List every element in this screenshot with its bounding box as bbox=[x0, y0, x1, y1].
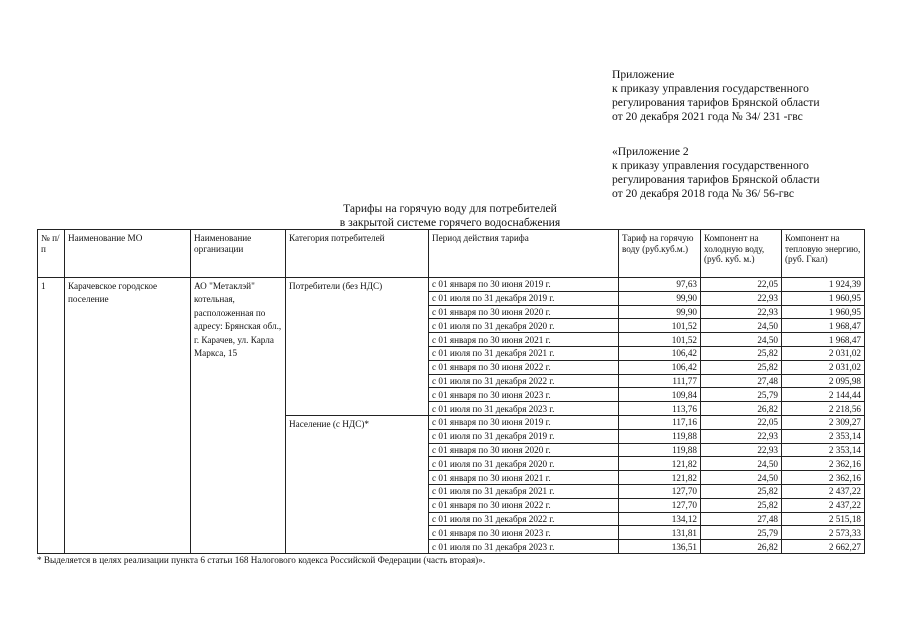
tariff-period: с 01 июля по 31 декабря 2021 г. bbox=[429, 484, 619, 498]
cold-water-component: 22,05 bbox=[701, 278, 782, 292]
heat-energy-component: 2 031,02 bbox=[782, 346, 865, 360]
tariff-period: с 01 июля по 31 декабря 2021 г. bbox=[429, 346, 619, 360]
heat-energy-component: 2 353,14 bbox=[782, 429, 865, 443]
cold-water-component: 25,82 bbox=[701, 498, 782, 512]
consumer-category: Потребители (без НДС) bbox=[286, 278, 429, 416]
document-title: Тарифы на горячую воду для потребителей bbox=[343, 202, 557, 215]
tariff-value: 109,84 bbox=[619, 388, 701, 402]
heat-energy-component: 1 960,95 bbox=[782, 291, 865, 305]
annex2-note-line: от 20 декабря 2018 года № 36/ 56-гвс bbox=[612, 187, 795, 200]
cold-water-component: 22,93 bbox=[701, 291, 782, 305]
heat-energy-component: 1 960,95 bbox=[782, 305, 865, 319]
tariff-value: 113,76 bbox=[619, 402, 701, 416]
header-organization: Наименование организации bbox=[191, 230, 286, 278]
header-number: № п/п bbox=[38, 230, 65, 278]
tariff-value: 127,70 bbox=[619, 498, 701, 512]
tariff-period: с 01 января по 30 июня 2020 г. bbox=[429, 443, 619, 457]
tariff-value: 106,42 bbox=[619, 346, 701, 360]
cold-water-component: 25,79 bbox=[701, 388, 782, 402]
cold-water-component: 25,79 bbox=[701, 526, 782, 540]
consumer-category: Население (с НДС)* bbox=[286, 415, 429, 553]
tariff-value: 106,42 bbox=[619, 360, 701, 374]
header-period: Период действия тарифа bbox=[429, 230, 619, 278]
tariff-value: 131,81 bbox=[619, 526, 701, 540]
tariff-period: с 01 июля по 31 декабря 2022 г. bbox=[429, 512, 619, 526]
annex2-note-line: «Приложение 2 bbox=[612, 145, 689, 158]
header-cold-water: Компонент на холодную воду, (руб. куб. м.) bbox=[701, 230, 782, 278]
cold-water-component: 22,93 bbox=[701, 443, 782, 457]
cold-water-component: 24,50 bbox=[701, 457, 782, 471]
heat-energy-component: 2 662,27 bbox=[782, 540, 865, 554]
tariff-period: с 01 июля по 31 декабря 2020 г. bbox=[429, 319, 619, 333]
cold-water-component: 24,50 bbox=[701, 471, 782, 485]
tariff-period: с 01 января по 30 июня 2023 г. bbox=[429, 388, 619, 402]
tariff-value: 134,12 bbox=[619, 512, 701, 526]
heat-energy-component: 2 144,44 bbox=[782, 388, 865, 402]
cold-water-component: 22,93 bbox=[701, 305, 782, 319]
heat-energy-component: 2 515,18 bbox=[782, 512, 865, 526]
annex-note-line: от 20 декабря 2021 года № 34/ 231 -гвс bbox=[612, 110, 803, 123]
heat-energy-component: 2 362,16 bbox=[782, 471, 865, 485]
annex-note-line: регулирования тарифов Брянской области bbox=[612, 96, 820, 109]
heat-energy-component: 2 353,14 bbox=[782, 443, 865, 457]
header-category: Категория потребителей bbox=[286, 230, 429, 278]
entry-municipality: Карачевское городское поселение bbox=[65, 278, 191, 554]
header-municipality: Наименование МО bbox=[65, 230, 191, 278]
table-header-row bbox=[38, 230, 865, 278]
tariff-period: с 01 июля по 31 декабря 2023 г. bbox=[429, 402, 619, 416]
tariff-value: 99,90 bbox=[619, 291, 701, 305]
cold-water-component: 27,48 bbox=[701, 512, 782, 526]
cold-water-component: 24,50 bbox=[701, 319, 782, 333]
tariff-period: с 01 июля по 31 декабря 2020 г. bbox=[429, 457, 619, 471]
tariff-value: 121,82 bbox=[619, 471, 701, 485]
tariff-value: 99,90 bbox=[619, 305, 701, 319]
tariff-value: 121,82 bbox=[619, 457, 701, 471]
tariff-period: с 01 января по 30 июня 2022 г. bbox=[429, 498, 619, 512]
annex-note bbox=[612, 68, 820, 124]
annex2-note bbox=[612, 145, 820, 201]
header-heat-energy: Компонент на тепловую энергию, (руб. Гкал) bbox=[782, 230, 865, 278]
cold-water-component: 26,82 bbox=[701, 540, 782, 554]
cold-water-component: 26,82 bbox=[701, 402, 782, 416]
heat-energy-component: 1 968,47 bbox=[782, 333, 865, 347]
cold-water-component: 25,82 bbox=[701, 360, 782, 374]
heat-energy-component: 2 218,56 bbox=[782, 402, 865, 416]
tariff-value: 119,88 bbox=[619, 429, 701, 443]
tariff-value: 117,16 bbox=[619, 415, 701, 429]
cold-water-component: 25,82 bbox=[701, 346, 782, 360]
tariff-period: с 01 января по 30 июня 2020 г. bbox=[429, 305, 619, 319]
tariff-period: с 01 января по 30 июня 2021 г. bbox=[429, 471, 619, 485]
heat-energy-component: 1 924,39 bbox=[782, 278, 865, 292]
tariff-period: с 01 июля по 31 декабря 2019 г. bbox=[429, 429, 619, 443]
cold-water-component: 22,05 bbox=[701, 415, 782, 429]
table-row bbox=[38, 278, 865, 292]
tariff-table bbox=[37, 229, 865, 554]
tariff-value: 101,52 bbox=[619, 319, 701, 333]
heat-energy-component: 2 437,22 bbox=[782, 498, 865, 512]
cold-water-component: 24,50 bbox=[701, 333, 782, 347]
heat-energy-component: 1 968,47 bbox=[782, 319, 865, 333]
cold-water-component: 25,82 bbox=[701, 484, 782, 498]
heat-energy-component: 2 031,02 bbox=[782, 360, 865, 374]
annex2-note-line: к приказу управления государственного bbox=[612, 159, 809, 172]
tariff-value: 127,70 bbox=[619, 484, 701, 498]
tariff-value: 111,77 bbox=[619, 374, 701, 388]
header-tariff: Тариф на горячую воду (руб.куб.м.) bbox=[619, 230, 701, 278]
entry-organization: АО "Метаклэй" котельная, расположенная по адресу: Брянская обл., г. Карачев, ул. Карла Маркса, 15 bbox=[191, 278, 286, 554]
heat-energy-component: 2 437,22 bbox=[782, 484, 865, 498]
entry-number: 1 bbox=[38, 278, 65, 554]
tariff-value: 97,63 bbox=[619, 278, 701, 292]
tariff-period: с 01 июля по 31 декабря 2022 г. bbox=[429, 374, 619, 388]
tariff-period: с 01 января по 30 июня 2023 г. bbox=[429, 526, 619, 540]
heat-energy-component: 2 095,98 bbox=[782, 374, 865, 388]
footnote: * Выделяется в целях реализации пункта 6 статьи 168 Налогового кодекса Российской Федерации (часть вторая)». bbox=[37, 555, 486, 565]
annex-note-line: к приказу управления государственного bbox=[612, 82, 809, 95]
tariff-period: с 01 июля по 31 декабря 2019 г. bbox=[429, 291, 619, 305]
heat-energy-component: 2 573,33 bbox=[782, 526, 865, 540]
tariff-period: с 01 января по 30 июня 2019 г. bbox=[429, 278, 619, 292]
tariff-period: с 01 января по 30 июня 2019 г. bbox=[429, 415, 619, 429]
heat-energy-component: 2 309,27 bbox=[782, 415, 865, 429]
heat-energy-component: 2 362,16 bbox=[782, 457, 865, 471]
tariff-value: 119,88 bbox=[619, 443, 701, 457]
tariff-value: 136,51 bbox=[619, 540, 701, 554]
annex-note-line: Приложение bbox=[612, 68, 675, 81]
tariff-period: с 01 января по 30 июня 2021 г. bbox=[429, 333, 619, 347]
tariff-period: с 01 января по 30 июня 2022 г. bbox=[429, 360, 619, 374]
tariff-period: с 01 июля по 31 декабря 2023 г. bbox=[429, 540, 619, 554]
tariff-value: 101,52 bbox=[619, 333, 701, 347]
cold-water-component: 22,93 bbox=[701, 429, 782, 443]
annex2-note-line: регулирования тарифов Брянской области bbox=[612, 173, 820, 186]
document-subtitle: в закрытой системе горячего водоснабжения bbox=[339, 216, 561, 229]
cold-water-component: 27,48 bbox=[701, 374, 782, 388]
